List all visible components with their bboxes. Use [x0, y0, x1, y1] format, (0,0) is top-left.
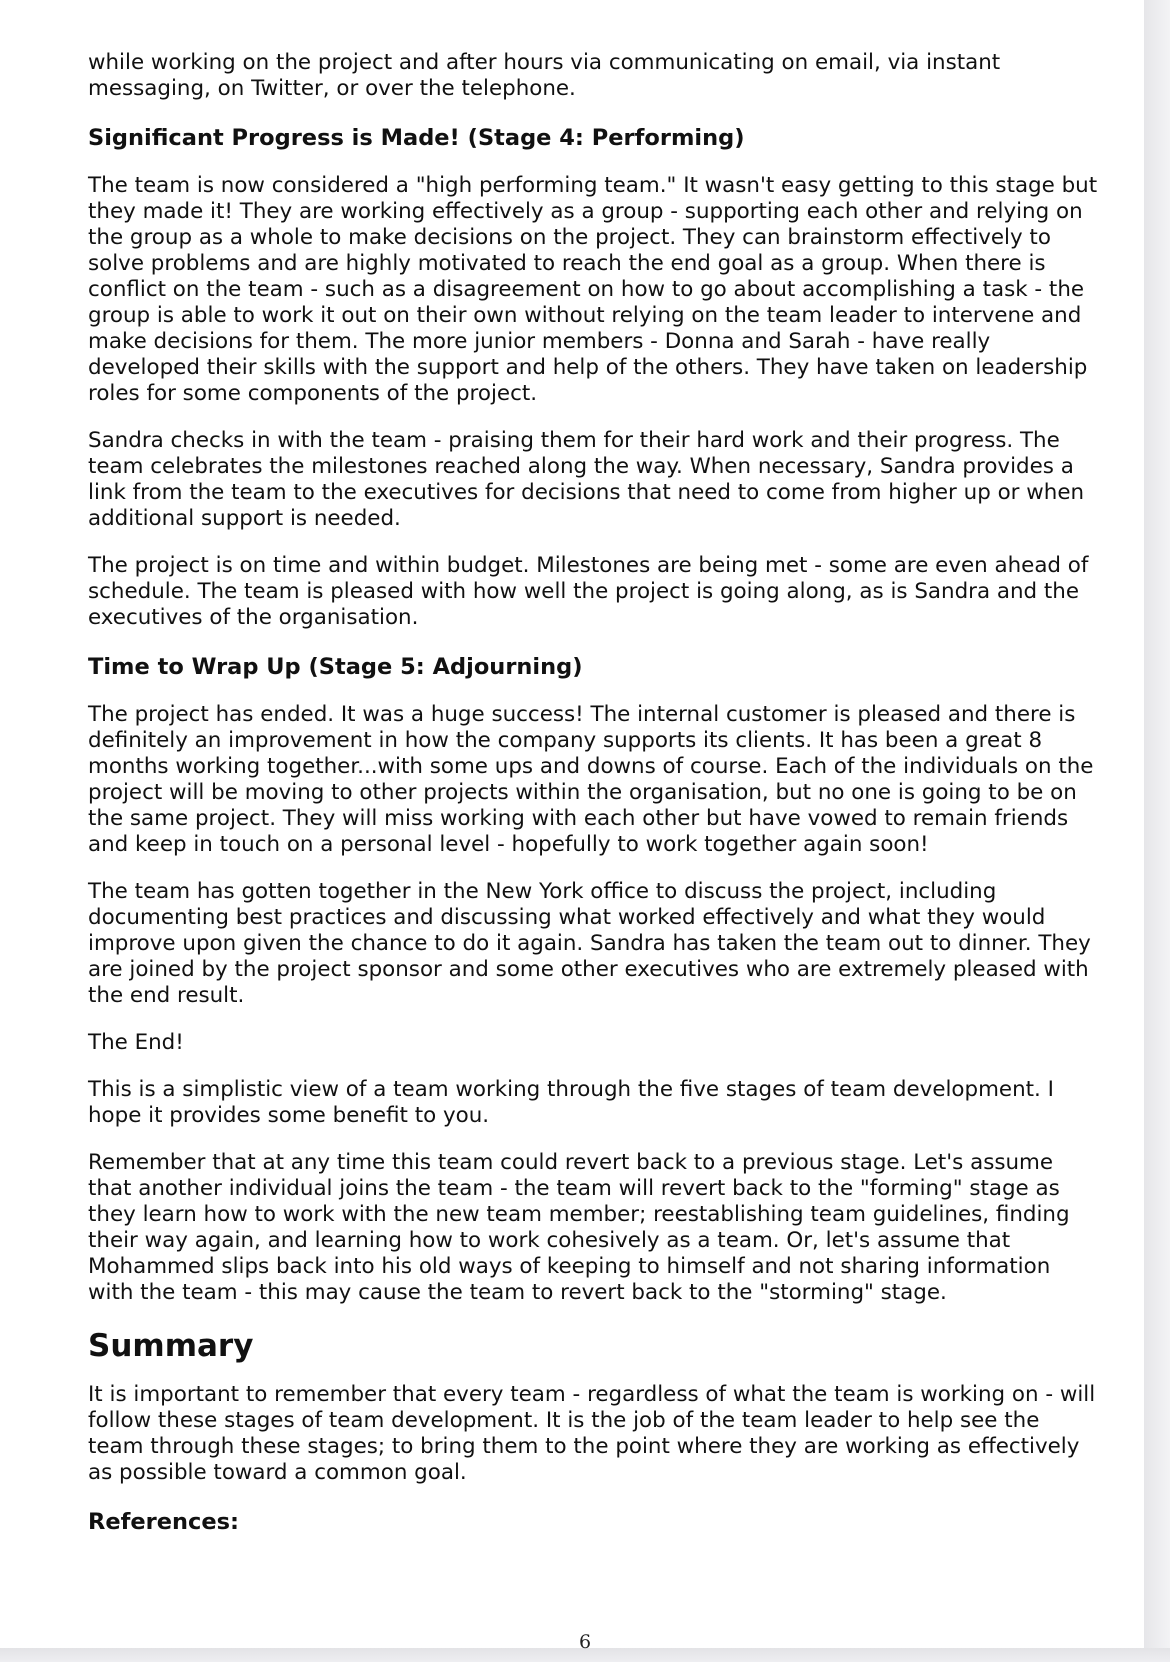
stage5-paragraph-1: The project has ended. It was a huge success! The internal customer is pleased and there is definitely an improvement in how the company supports its clients. It has been a great 8 months working together...with some ups and downs of course. Each of the individuals on the project will be moving to other projects within the organisation, but no one is going to be on the same project. They will miss working with each other but have vowed to remain friends and keep in touch on a personal level - hopefully to work together again soon! [88, 702, 1094, 857]
stage5-paragraph-2: The team has gotten together in the New York office to discuss the project, including documenting best practices and discussing what worked effectively and what they would improve upon given the chance to do it again. Sandra has taken the team out to dinner. They are joined by the project sponsor and some other executives who are extremely pleased with the end result. [88, 879, 1091, 1008]
stage5-heading: Time to Wrap Up (Stage 5: Adjourning) [88, 654, 583, 680]
stage4-paragraph-1: The team is now considered a "high performing team." It wasn't easy getting to this stage but they made it! They are working effectively as a group - supporting each other and relying on the group as a whole to make decisions on the project. They can brainstorm effectively to solve problems and are highly motivated to reach the end goal as a group. When there is conflict on the team - such as a disagreement on how to go about accomplishing a task - the group is able to work it out on their own without relying on the team leader to intervene and make decisions for them. The more junior members - Donna and Sarah - have really developed their skills with the support and help of the others. They have taken on leadership roles for some components of the project. [88, 173, 1098, 406]
simplistic-view-paragraph: This is a simplistic view of a team working through the five stages of team development. I hope it provides some benefit to you. [88, 1077, 1054, 1128]
stage4-paragraph-2: Sandra checks in with the team - praising them for their hard work and their progress. The team celebrates the milestones reached along the way. When necessary, Sandra provides a link from the team to the executives for decisions that need to come from higher up or when additional support is needed. [88, 428, 1085, 531]
page-content [88, 50, 1098, 1557]
revert-paragraph: Remember that at any time this team could revert back to a previous stage. Let's assume that another individual joins the team - the team will revert back to the "forming" stage as they learn how to work with the new team member; reestablishing team guidelines, finding their way again, and learning how to work cohesively as a team. Or, let's assume that Mohammed slips back into his old ways of keeping to himself and not sharing information with the team - this may cause the team to revert back to the "storming" stage. [88, 1150, 1070, 1305]
the-end-paragraph: The End! [88, 1030, 184, 1055]
summary-paragraph: It is important to remember that every team - regardless of what the team is working on - will follow these stages of team development. It is the job of the team leader to help see the team through these stages; to bring them to the point where they are working as effectively as possible toward a common goal. [88, 1382, 1096, 1485]
continuation-paragraph: while working on the project and after hours via communicating on email, via instant messaging, on Twitter, or over the telephone. [88, 50, 1001, 101]
stage4-paragraph-3: The project is on time and within budget. Milestones are being met - some are even ahead of schedule. The team is pleased with how well the project is going along, as is Sandra and the executives of the organisation. [88, 553, 1089, 630]
references-heading: References: [88, 1509, 239, 1535]
viewer-right-margin [1144, 0, 1170, 1662]
summary-heading: Summary [88, 1328, 254, 1364]
stage4-heading: Significant Progress is Made! (Stage 4: Performing) [88, 125, 745, 151]
page-number: 6 [578, 1631, 592, 1653]
